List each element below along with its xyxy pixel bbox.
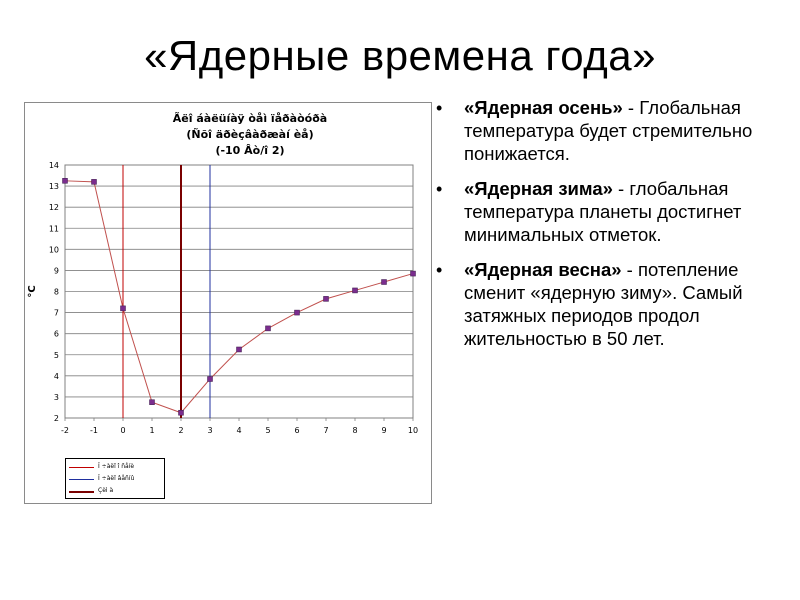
data-point: [208, 376, 213, 381]
legend-swatch: [69, 479, 94, 480]
bullet-list: [434, 96, 774, 362]
chart-title-line-1: Ãëî áàëüíàÿ òåì ïåðàòóðà: [172, 112, 328, 125]
data-point: [353, 288, 358, 293]
x-tick-label: 6: [294, 426, 300, 435]
y-tick-label: 2: [53, 414, 59, 423]
y-tick-label: 11: [48, 224, 59, 234]
y-tick-label: 13: [48, 182, 59, 192]
bullet-text: - потепление сменит «ядерную зиму». Самый затяжных периодов продол жительностью в 50 лет.: [464, 259, 743, 349]
y-tick-label: 8: [53, 287, 59, 297]
bullet-icon: •: [436, 98, 443, 118]
y-tick-label: 10: [48, 245, 59, 255]
line-chart: [25, 103, 431, 503]
y-tick-label: 4: [53, 371, 59, 381]
legend-swatch: [69, 467, 94, 468]
chart-panel: [24, 102, 432, 504]
y-tick-label: 14: [48, 161, 59, 170]
x-tick-label: 8: [352, 426, 358, 435]
data-point: [324, 296, 329, 301]
bullet-item-winter: [434, 177, 774, 246]
x-tick-label: 2: [178, 426, 184, 435]
y-tick-label: 9: [53, 266, 59, 276]
legend-label: Î ÷àëî âåñíû: [98, 475, 135, 482]
x-tick-label: 0: [120, 426, 126, 435]
y-tick-label: 3: [53, 392, 59, 402]
x-tick-label: 3: [207, 426, 213, 435]
legend-label: Î ÷àëî î ñåíè: [98, 463, 135, 470]
y-tick-label: 5: [53, 350, 59, 360]
x-tick-label: 9: [381, 426, 387, 435]
x-tick-label: -2: [61, 426, 69, 435]
bullet-term: «Ядерная осень»: [464, 97, 623, 118]
bullet-item-spring: [434, 258, 774, 350]
bullet-icon: •: [436, 179, 443, 199]
legend-item: [69, 462, 164, 473]
bullet-icon: •: [436, 260, 443, 280]
legend-label: Çèì à: [98, 487, 114, 494]
data-point: [63, 178, 68, 183]
legend-item: [69, 486, 164, 497]
data-point: [179, 410, 184, 415]
y-tick-label: 6: [53, 329, 59, 339]
y-tick-label: 12: [48, 203, 59, 213]
data-point: [411, 271, 416, 276]
data-point: [237, 347, 242, 352]
chart-legend: [65, 458, 165, 499]
data-point: [266, 326, 271, 331]
x-tick-label: 7: [323, 426, 329, 435]
bullet-text: - Глобальная температура будет стремительно понижается.: [464, 97, 753, 164]
x-tick-label: 1: [149, 426, 155, 435]
data-point: [92, 179, 97, 184]
data-point: [295, 310, 300, 315]
x-tick-label: 10: [407, 426, 419, 435]
legend-item: [69, 474, 164, 485]
chart-title-line-2: (Ñõî äðèçâàðæàí èå): [186, 128, 314, 141]
y-tick-label: 7: [53, 308, 59, 318]
chart-title-line-3: (-10 Âò/î 2): [215, 144, 285, 157]
data-point: [382, 280, 387, 285]
bullet-term: «Ядерная весна»: [464, 259, 622, 280]
bullet-term: «Ядерная зима»: [464, 178, 613, 199]
data-point: [121, 306, 126, 311]
x-tick-label: -1: [90, 426, 98, 435]
y-axis-label: °C: [27, 285, 38, 298]
x-tick-label: 5: [265, 426, 271, 435]
legend-swatch: [69, 491, 94, 493]
slide-title: «Ядерные времена года»: [144, 32, 656, 79]
bullet-item-autumn: [434, 96, 774, 165]
data-point: [150, 400, 155, 405]
x-tick-label: 4: [236, 426, 242, 435]
bullet-text: - глобальная температура планеты достигнет минимальных отметок.: [464, 178, 742, 245]
